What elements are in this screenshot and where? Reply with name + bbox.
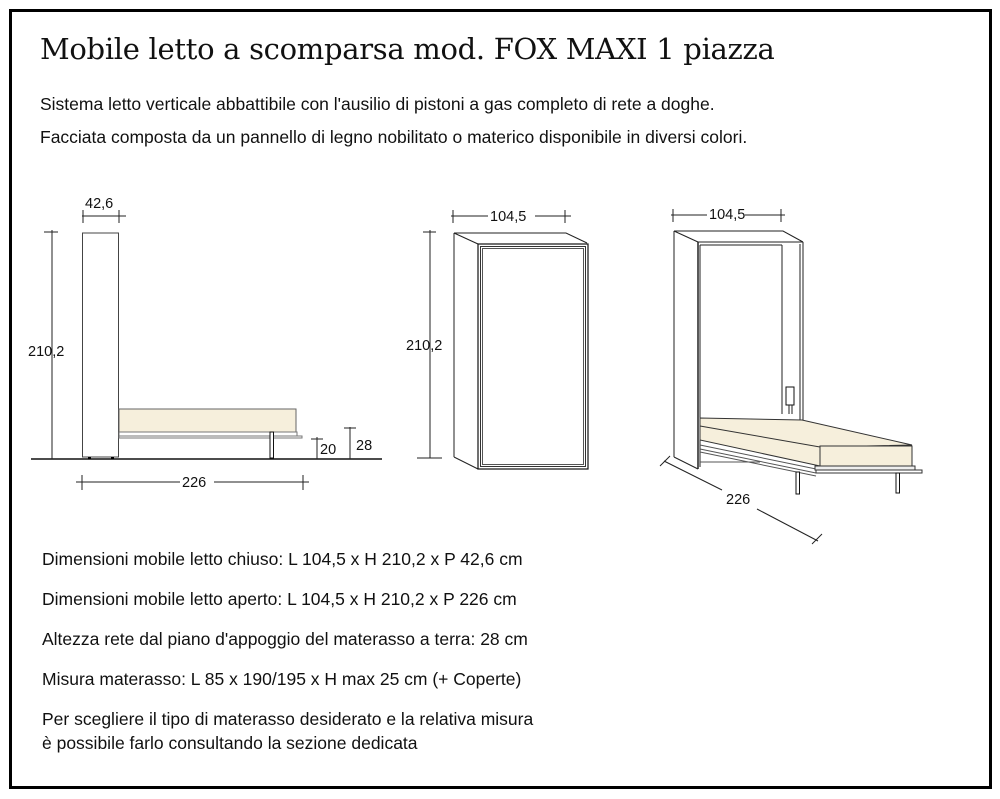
description-line-1: Sistema letto verticale abbattibile con l'ausilio di pistoni a gas completo di rete a doghe. [40, 94, 715, 114]
side-mattress-height-label: 28 [356, 438, 373, 454]
front-height-label: 210,2 [406, 338, 443, 354]
spec-open-dimensions: Dimensioni mobile letto aperto: L 104,5 x H 210,2 x P 226 cm [42, 589, 517, 609]
front-view-drawing [417, 210, 588, 469]
side-height-label: 210,2 [28, 344, 65, 360]
page-title: Mobile letto a scomparsa mod. FOX MAXI 1 piazza [40, 32, 775, 66]
open-depth-label: 226 [726, 492, 751, 508]
side-frame-height-label: 20 [320, 442, 337, 458]
open-perspective-drawing [660, 209, 922, 544]
spec-mattress-note-1: Per scegliere il tipo di materasso desiderato e la relativa misura [42, 709, 534, 729]
open-width-label: 104,5 [709, 207, 746, 223]
front-width-label: 104,5 [490, 209, 527, 225]
side-depth-label: 42,6 [85, 196, 114, 212]
side-open-depth-label: 226 [182, 475, 207, 491]
description-line-2: Facciata composta da un pannello di legno nobilitato o materico disponibile in diversi colori. [40, 127, 748, 147]
spec-frame-height: Altezza rete dal piano d'appoggio del materasso a terra: 28 cm [42, 629, 528, 649]
spec-closed-dimensions: Dimensioni mobile letto chiuso: L 104,5 x H 210,2 x P 42,6 cm [42, 549, 523, 569]
spec-mattress-note-2: è possibile farlo consultando la sezione dedicata [42, 733, 418, 753]
spec-mattress-size: Misura materasso: L 85 x 190/195 x H max 25 cm (+ Coperte) [42, 669, 522, 689]
